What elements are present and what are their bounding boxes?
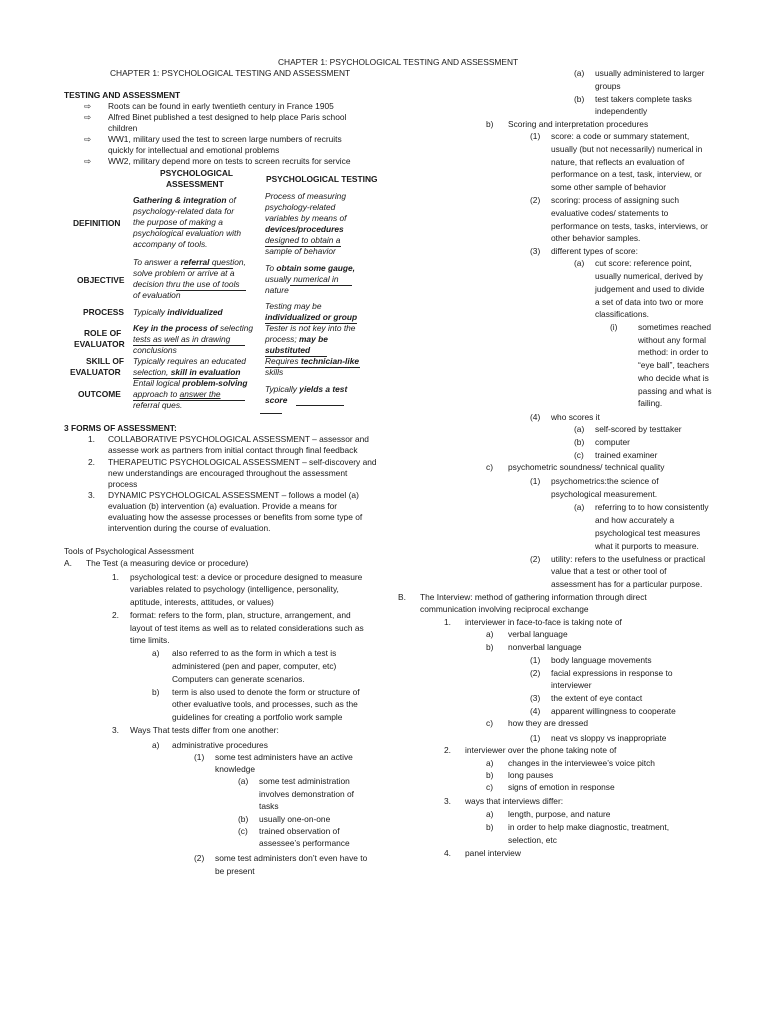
list-item: DYNAMIC PSYCHOLOGICAL ASSESSMENT – follows a model (a) xyxy=(108,490,359,500)
list-item: new understandings are encouraged throughout the assessment xyxy=(108,468,348,478)
arrow-bullet-icon: ⇨ xyxy=(84,101,92,111)
outline-number: 2. xyxy=(444,745,451,755)
section-heading-tools: Tools of Psychological Assessment xyxy=(64,546,194,556)
section-heading-forms: 3 FORMS OF ASSESSMENT: xyxy=(64,423,177,433)
list-item: evaluation (b) intervention (a) evaluation. Provide a means for xyxy=(108,501,338,511)
outline-item: length, purpose, and nature xyxy=(508,809,611,819)
row-label-outcome: OUTCOME xyxy=(78,389,121,399)
outline-item: test takers complete tasks xyxy=(595,94,692,104)
outline-number: (1) xyxy=(530,476,541,486)
outline-item: psychological test measures xyxy=(595,528,701,538)
chapter-title: CHAPTER 1: PSYCHOLOGICAL TESTING AND ASSESSMENT xyxy=(110,68,351,78)
table-cell: psychology-related data for xyxy=(133,206,235,216)
arrow-bullet-icon: ⇨ xyxy=(84,112,92,122)
outline-item: facial expressions in response to xyxy=(551,668,673,678)
outline-item: performance on a test, task, interview, or xyxy=(551,169,702,179)
outline-letter: b) xyxy=(486,770,494,780)
outline-item: trained examiner xyxy=(595,450,658,460)
list-item: assesse work as partners from initial contact through final feedback xyxy=(108,445,358,455)
outline-item: usually administered to larger xyxy=(595,68,705,78)
outline-number: (2) xyxy=(530,668,541,678)
section-heading-testing: TESTING AND ASSESSMENT xyxy=(64,90,181,100)
outline-number: (2) xyxy=(194,853,205,863)
outline-item: The Interview: method of gathering information through direct xyxy=(420,592,647,602)
table-cell: accompany of tools. xyxy=(133,239,208,249)
table-cell: substituted xyxy=(265,345,311,355)
list-item: THERAPEUTIC PSYCHOLOGICAL ASSESSMENT – self-discovery and xyxy=(108,457,377,467)
outline-item: trained observation of xyxy=(259,826,340,836)
outline-number: (4) xyxy=(530,706,541,716)
outline-letter: a) xyxy=(152,740,160,750)
outline-number: 2. xyxy=(112,610,119,620)
outline-item: method: in order to xyxy=(638,347,709,357)
outline-letter: (a) xyxy=(574,502,585,512)
outline-item: computer xyxy=(595,437,630,447)
table-cell: process; may be xyxy=(265,334,328,344)
outline-letter: c) xyxy=(486,782,493,792)
outline-letter: (a) xyxy=(574,424,585,434)
table-cell: individualized or group xyxy=(265,312,358,322)
outline-item: interviewer xyxy=(551,680,592,690)
list-item: evaluating how the assesse processes or benefits from some type of xyxy=(108,512,363,522)
outline-item: interviewer in face-to-face is taking note of xyxy=(465,617,622,627)
outline-letter: c) xyxy=(486,718,493,728)
outline-number: 1. xyxy=(444,617,451,627)
table-cell: skills xyxy=(265,367,284,377)
outline-item: “eye ball”, teachers xyxy=(638,360,710,370)
outline-number: 4. xyxy=(444,848,451,858)
outline-item: some test administration xyxy=(259,776,350,786)
outline-item: Ways That tests differ from one another: xyxy=(130,725,279,735)
outline-number: (1) xyxy=(530,733,541,743)
outline-letter: (b) xyxy=(574,437,585,447)
table-cell: tests as well as in drawing xyxy=(133,334,231,344)
outline-item: psychometrics:the science of xyxy=(551,476,659,486)
outline-item: changes in the interviewee’s voice pitch xyxy=(508,758,655,768)
outline-number: (4) xyxy=(530,412,541,422)
outline-letter: (b) xyxy=(574,94,585,104)
outline-item: performance on tests, tasks, interviews, or xyxy=(551,221,708,231)
list-number: 2. xyxy=(88,457,95,467)
list-item: COLLABORATIVE PSYCHOLOGICAL ASSESSMENT – assessor and xyxy=(108,434,369,444)
outline-item: self-scored by testtaker xyxy=(595,424,682,434)
history-item: children xyxy=(108,123,138,133)
outline-item: other behavior samples. xyxy=(551,233,641,243)
outline-item: ways that interviews differ: xyxy=(465,796,564,806)
outline-letter: b) xyxy=(152,687,160,697)
outline-item: what it purports to measure. xyxy=(595,541,699,551)
underline-stroke xyxy=(183,268,233,269)
underline-stroke xyxy=(290,285,352,286)
table-cell: selection, skill in evaluation xyxy=(133,367,241,377)
table-cell: To obtain some gauge, xyxy=(265,263,355,273)
outline-item: assessee’s performance xyxy=(259,838,350,848)
outline-letter: (a) xyxy=(574,68,585,78)
outline-item: knowledge xyxy=(215,764,256,774)
underline-stroke xyxy=(265,246,341,247)
table-cell: To answer a referral question, xyxy=(133,257,246,267)
row-label-role: EVALUATOR xyxy=(74,339,125,349)
outline-item: assessment has for a particular purpose. xyxy=(551,579,703,589)
outline-letter: B. xyxy=(398,592,406,602)
outline-item: long pauses xyxy=(508,770,554,780)
outline-letter: a) xyxy=(486,809,494,819)
outline-item: value that a test or other tool of xyxy=(551,566,667,576)
table-cell: Typically individualized xyxy=(133,307,223,317)
outline-item: verbal language xyxy=(508,629,568,639)
outline-item: term is also used to denote the form or structure of xyxy=(172,687,360,697)
outline-item: groups xyxy=(595,81,621,91)
table-cell: Key in the process of selecting xyxy=(133,323,254,333)
table-cell: sample of behavior xyxy=(265,246,336,256)
outline-item: without any formal xyxy=(638,335,706,345)
outline-item: also referred to as the form in which a test is xyxy=(172,648,337,658)
outline-item: communication involving reciprocal exchange xyxy=(420,604,589,614)
outline-letter: a) xyxy=(486,758,494,768)
outline-item: format: refers to the form, plan, structure, arrangement, and xyxy=(130,610,351,620)
outline-item: some test administers don’t even have to xyxy=(215,853,368,863)
table-header-testing: PSYCHOLOGICAL TESTING xyxy=(266,174,378,184)
outline-item: referring to to how consistently xyxy=(595,502,709,512)
outline-letter: (c) xyxy=(238,826,248,836)
arrow-bullet-icon: ⇨ xyxy=(84,156,92,166)
outline-item: scoring: process of assigning such xyxy=(551,195,680,205)
row-label-definition: DEFINITION xyxy=(73,218,121,228)
outline-item: psychological test: a device or procedure designed to measure xyxy=(130,572,363,582)
table-cell: psychological evaluation with xyxy=(133,228,242,238)
list-number: 1. xyxy=(88,434,95,444)
table-cell: Gathering & integration of xyxy=(133,195,236,205)
underline-stroke xyxy=(133,400,245,401)
outline-item: time limits. xyxy=(130,635,170,645)
underline-stroke xyxy=(265,356,327,357)
underline-stroke xyxy=(260,413,282,414)
history-item: quickly for intellectual and emotional problems xyxy=(108,145,280,155)
outline-item: nature, that reflects an evaluation of xyxy=(551,157,685,167)
outline-item: be present xyxy=(215,866,255,876)
outline-number: (3) xyxy=(530,246,541,256)
outline-letter: (a) xyxy=(238,776,249,786)
table-cell: Testing may be xyxy=(265,301,322,311)
outline-letter: A. xyxy=(64,558,72,568)
table-cell: Entail logical problem-solving xyxy=(133,378,248,388)
history-item: WW2, military depend more on tests to screen recruits for service xyxy=(108,156,351,166)
outline-item: involves demonstration of xyxy=(259,789,354,799)
row-label-objective: OBJECTIVE xyxy=(77,275,125,285)
chapter-title-top: CHAPTER 1: PSYCHOLOGICAL TESTING AND ASSESSMENT xyxy=(278,57,519,67)
row-label-skill: SKILL OF xyxy=(86,356,124,366)
table-cell: nature xyxy=(265,285,289,295)
outline-item: signs of emotion in response xyxy=(508,782,615,792)
outline-letter: a) xyxy=(152,648,160,658)
row-label-skill: EVALUATOR xyxy=(70,367,121,377)
outline-item: different types of score: xyxy=(551,246,638,256)
outline-item: score: a code or summary statement, xyxy=(551,131,690,141)
table-cell: Tester is not key into the xyxy=(265,323,356,333)
table-header-assessment: PSYCHOLOGICAL xyxy=(160,168,234,178)
outline-item: panel interview xyxy=(465,848,521,858)
outline-item: who decide what is xyxy=(638,373,709,383)
list-item: process xyxy=(108,479,138,489)
arrow-bullet-icon: ⇨ xyxy=(84,134,92,144)
table-cell: devices/procedures xyxy=(265,224,344,234)
list-number: 3. xyxy=(88,490,95,500)
outline-item: nonverbal language xyxy=(508,642,582,652)
table-header-assessment: ASSESSMENT xyxy=(166,179,224,189)
table-cell: Requires technician-like xyxy=(265,356,360,366)
outline-letter: b) xyxy=(486,119,494,129)
outline-item: administrative procedures xyxy=(172,740,268,750)
outline-item: evaluative codes/ statements to xyxy=(551,208,669,218)
outline-item: utility: refers to the usefulness or practical xyxy=(551,554,706,564)
table-cell: usually numerical in xyxy=(265,274,339,284)
outline-item: classifications. xyxy=(595,309,649,319)
outline-number: 3. xyxy=(112,725,119,735)
table-cell: decision thru the use of tools xyxy=(133,279,240,289)
history-item: WW1, military used the test to screen large numbers of recruits xyxy=(108,134,342,144)
row-label-role: ROLE OF xyxy=(84,328,122,338)
outline-number: 3. xyxy=(444,796,451,806)
outline-item: apparent willingness to cooperate xyxy=(551,706,676,716)
outline-number: 1. xyxy=(112,572,119,582)
table-cell: approach to answer the xyxy=(133,389,221,399)
outline-item: usually one-on-one xyxy=(259,814,331,824)
outline-item: failing. xyxy=(638,398,663,408)
outline-number: (2) xyxy=(530,195,541,205)
table-cell: Typically yields a test xyxy=(265,384,348,394)
outline-number: (1) xyxy=(530,131,541,141)
underline-stroke xyxy=(156,228,208,229)
list-item: intervention during the course of evaluation. xyxy=(108,523,271,533)
outline-item: selection, etc xyxy=(508,835,557,845)
outline-number: (3) xyxy=(530,693,541,703)
outline-number: (1) xyxy=(530,655,541,665)
outline-item: variables related to psychology (intelligence, personality, xyxy=(130,584,339,594)
outline-item: Scoring and interpretation procedures xyxy=(508,119,649,129)
outline-item: sometimes reached xyxy=(638,322,712,332)
table-cell: conclusions xyxy=(133,345,177,355)
outline-item: a set of data into two or more xyxy=(595,297,704,307)
underline-stroke xyxy=(265,323,357,324)
outline-item: layout of test items as well as to related considerations such as xyxy=(130,623,364,633)
outline-item: usually numerical, derived by xyxy=(595,271,703,281)
table-cell: psychology-related xyxy=(265,202,336,212)
outline-letter: a) xyxy=(486,629,494,639)
underline-stroke xyxy=(176,290,246,291)
outline-item: psychological measurement. xyxy=(551,489,658,499)
outline-item: who scores it xyxy=(551,412,600,422)
outline-item: cut score: reference point, xyxy=(595,258,692,268)
outline-letter: b) xyxy=(486,822,494,832)
history-item: Roots can be found in early twentieth century in France 1905 xyxy=(108,101,334,111)
outline-item: and how accurately a xyxy=(595,515,675,525)
outline-item: some other sample of behavior xyxy=(551,182,666,192)
outline-item: some test administers have an active xyxy=(215,752,353,762)
outline-item: body language movements xyxy=(551,655,652,665)
underline-stroke xyxy=(133,345,245,346)
outline-item: tasks xyxy=(259,801,279,811)
table-cell: referral ques. xyxy=(133,400,183,410)
outline-item: usually (but not necessarily) numerical in xyxy=(551,144,703,154)
outline-item: independently xyxy=(595,106,648,116)
outline-item: interviewer over the phone taking note of xyxy=(465,745,617,755)
outline-item: aptitude, interests, attitudes, or values) xyxy=(130,597,274,607)
outline-letter: b) xyxy=(486,642,494,652)
outline-item: passing and what is xyxy=(638,386,712,396)
outline-item: administered (pen and paper, computer, etc) xyxy=(172,661,337,671)
outline-item: psychometric soundness/ technical quality xyxy=(508,462,665,472)
outline-item: neat vs sloppy vs inappropriate xyxy=(551,733,667,743)
underline-stroke xyxy=(265,367,360,368)
underline-stroke xyxy=(296,405,344,406)
outline-item: guidelines for creating a portfolio work sample xyxy=(172,712,343,722)
table-cell: designed to obtain a xyxy=(265,235,341,245)
outline-item: other evaluative tools, and processes, such as the xyxy=(172,699,358,709)
underline-stroke xyxy=(133,378,238,379)
outline-number: (2) xyxy=(530,554,541,564)
outline-item: judgement and used to divide xyxy=(595,284,705,294)
table-cell: the purpose of making a xyxy=(133,217,223,227)
table-cell: score xyxy=(265,395,288,405)
table-cell: Typically requires an educated xyxy=(133,356,246,366)
outline-item: Computers can generate scenarios. xyxy=(172,674,305,684)
outline-item: how they are dressed xyxy=(508,718,589,728)
outline-letter: c) xyxy=(486,462,493,472)
outline-item: the extent of eye contact xyxy=(551,693,643,703)
outline-number: (1) xyxy=(194,752,205,762)
outline-item: in order to help make diagnostic, treatment, xyxy=(508,822,670,832)
history-item: Alfred Binet published a test designed to help place Paris school xyxy=(108,112,347,122)
row-label-process: PROCESS xyxy=(83,307,124,317)
table-cell: variables by means of xyxy=(265,213,347,223)
table-cell: of evaluation xyxy=(133,290,181,300)
outline-letter: (a) xyxy=(574,258,585,268)
table-cell: Process of measuring xyxy=(265,191,346,201)
outline-number: (i) xyxy=(610,322,618,332)
outline-letter: (c) xyxy=(574,450,584,460)
table-cell: solve problem or arrive at a xyxy=(133,268,235,278)
outline-letter: (b) xyxy=(238,814,249,824)
outline-item: The Test (a measuring device or procedure) xyxy=(86,558,249,568)
